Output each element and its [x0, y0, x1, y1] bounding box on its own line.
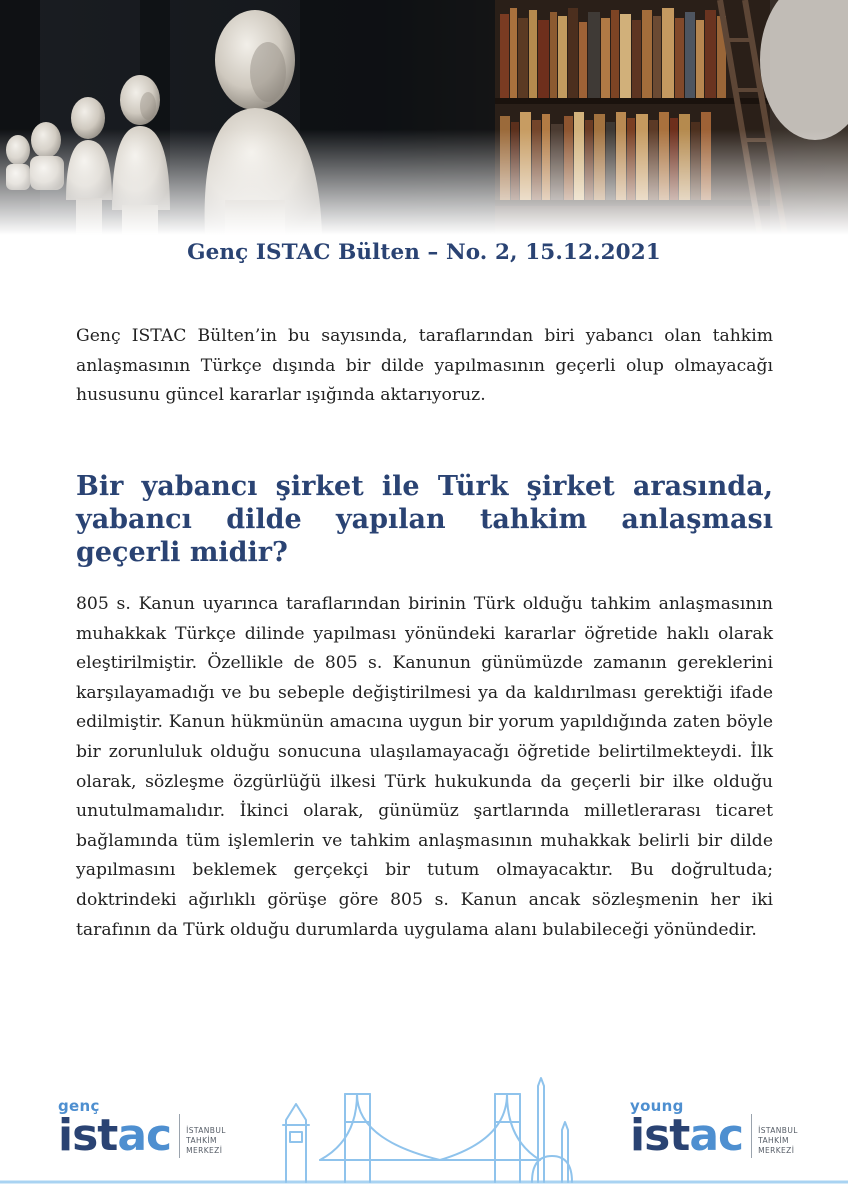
logo-small-text: genç: [58, 1097, 100, 1115]
library-busts-image: [0, 0, 848, 235]
logo-divider: [179, 1114, 180, 1158]
logo-caption-line: TAHKİM: [758, 1136, 789, 1145]
logo-divider: [751, 1114, 752, 1158]
logo-word-ist: ist: [58, 1110, 118, 1161]
logo-main: [58, 1110, 226, 1161]
logo-caption-line: TAHKİM: [186, 1136, 217, 1145]
logo-main: [630, 1110, 798, 1161]
logo-caption-line: MERKEZİ: [186, 1146, 223, 1155]
young-istac-logo: [630, 1098, 798, 1178]
logo-caption-line: MERKEZİ: [758, 1146, 795, 1155]
footer: [0, 1070, 848, 1200]
page-title: Genç ISTAC Bülten – No. 2, 15.12.2021: [187, 240, 661, 265]
logo-caption-line: İSTANBUL: [186, 1126, 226, 1135]
intro-paragraph: Genç ISTAC Bülten’in bu sayısında, taraflarından biri yabancı olan tahkim anlaşmasının Türkçe dışında bir dilde yapılmasının geçerli olup olmayacağı hususunu güncel kararlar ışığında aktarıyoruz.: [76, 326, 773, 406]
section-body-paragraph: 805 s. Kanun uyarınca taraflarından birinin Türk olduğu tahkim anlaşmasının muhakkak Türkçe dilinde yapılması yönündeki kararlar öğretide haklı olarak eleştirilmiştir. Özellikle de 805 s. Kanunun günümüzde zamanın gereklerini karşılayamadığı ve bu sebeple değiştirilmesi ya da kaldırılması gerektiği ifade edilmiştir. Kanun hükmünün amacına uygun bir yorum yapıldığında zaten böyle bir zorunluluk olduğu sonucuna ulaşılamayacağı öğretide belirtilmekteydi. İlk olarak, sözleşme özgürlüğü ilkesi Türk hukukunda da geçerli bir ilke olduğu unutulmamalıdır. İkinci olarak, günümüz şartlarında milletlerarası ticaret bağlamında tüm işlemlerin ve tahkim anlaşmasının muhakkak belirli bir dilde yapılmasını beklemek gerçekçi bir tutum olmayacaktır. Bu doğrultuda; doktrindeki ağırlıklı görüşe göre 805 s. Kanun ancak sözleşmenin her iki tarafının da Türk olduğu durumlarda uygulama alanı bulabileceği yönündedir.: [76, 594, 773, 940]
logo-caption: [186, 1126, 226, 1156]
header-photo: [0, 0, 848, 235]
logo-word-ac: ac: [117, 1110, 172, 1161]
logo-word-ac: ac: [689, 1110, 744, 1161]
logo-small-text: young: [630, 1097, 684, 1115]
logo-caption: [758, 1126, 798, 1156]
logo-caption-line: İSTANBUL: [758, 1126, 798, 1135]
logo-word-ist: ist: [630, 1110, 690, 1161]
section-heading: Bir yabancı şirket ile Türk şirket arasında, yabancı dilde yapılan tahkim anlaşması geçerli midir?: [76, 471, 773, 568]
logo-word: [58, 1110, 172, 1161]
logo-word: [630, 1110, 744, 1161]
genc-istac-logo: [58, 1098, 226, 1178]
